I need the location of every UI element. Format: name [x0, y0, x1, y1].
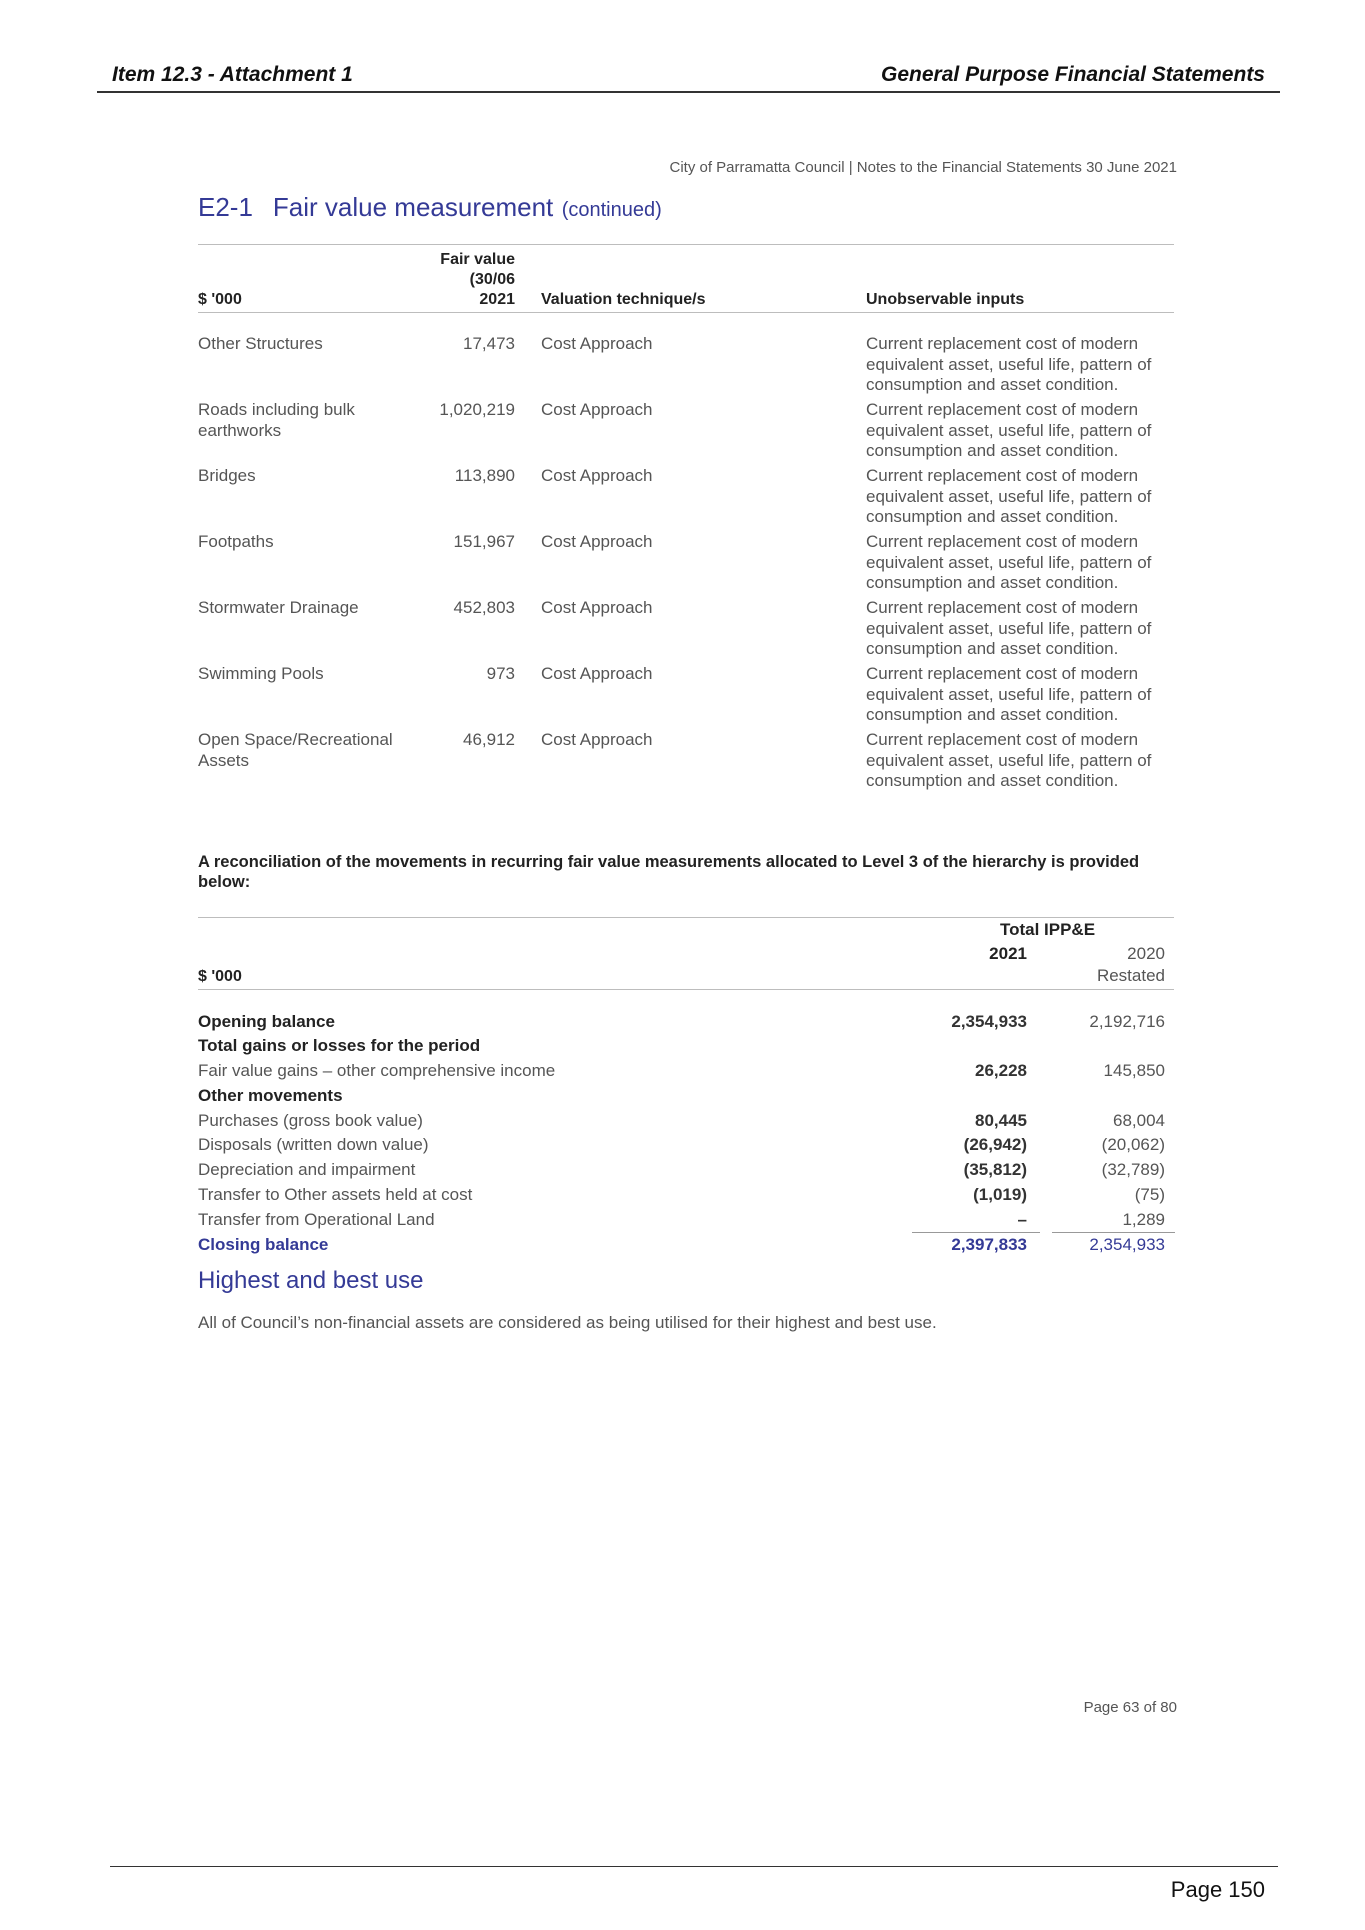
unobservable-inputs: Current replacement cost of modern equivalent asset, useful life, pattern of consumption and asset condition. — [866, 334, 1152, 394]
row-label: Transfer from Operational Land — [198, 1210, 435, 1229]
section-continued: (continued) — [561, 199, 662, 221]
fair-value: 151,967 — [453, 532, 515, 551]
fair-value-header — [400, 250, 515, 310]
footer-rule — [110, 1866, 1278, 1867]
unobservable-inputs: Current replacement cost of modern equivalent asset, useful life, pattern of consumption and asset condition. — [866, 532, 1152, 592]
table-row — [0, 1034, 1365, 1058]
section-title — [198, 192, 662, 223]
fair-value-header-line1: Fair value — [440, 251, 515, 268]
valuation-technique: Cost Approach — [541, 400, 653, 419]
fair-value: 452,803 — [453, 598, 515, 617]
asset-class: Footpaths — [198, 532, 274, 551]
asset-class: Swimming Pools — [198, 664, 324, 683]
valuation-technique: Cost Approach — [541, 730, 653, 749]
value-2020: 145,850 — [1103, 1061, 1165, 1080]
value-2021: (1,019) — [973, 1185, 1027, 1204]
table-row — [0, 1183, 1365, 1207]
value-2020: 2,192,716 — [1089, 1012, 1165, 1031]
highest-best-use-title: Highest and best use — [198, 1267, 424, 1294]
table-top-rule — [198, 244, 1174, 245]
row-label: Opening balance — [198, 1012, 335, 1031]
valuation-technique: Cost Approach — [541, 664, 653, 683]
inputs-header: Unobservable inputs — [866, 291, 1025, 308]
document-type-label: General Purpose Financial Statements — [881, 63, 1265, 86]
table-row — [0, 1208, 1365, 1232]
value-2020: (75) — [1134, 1185, 1165, 1204]
outer-page-number: Page 150 — [1170, 1877, 1265, 1902]
value-2020: (32,789) — [1101, 1160, 1165, 1179]
value-2021: 2,397,833 — [951, 1235, 1027, 1254]
fair-value-header-line2: (30/06 — [469, 271, 515, 288]
table-row — [0, 1084, 1365, 1108]
fair-value: 46,912 — [463, 730, 515, 749]
value-2020: 2,354,933 — [1089, 1235, 1165, 1254]
value-2021: 26,228 — [975, 1061, 1027, 1080]
row-label: Disposals (written down value) — [198, 1135, 429, 1154]
table-row — [0, 1059, 1365, 1083]
row-label: Other movements — [198, 1086, 343, 1105]
table-row — [0, 1133, 1365, 1157]
value-2021: – — [1017, 1210, 1027, 1229]
value-2021: 80,445 — [975, 1111, 1027, 1130]
fair-value-header-line3: 2021 — [479, 291, 515, 308]
value-2020: (20,062) — [1101, 1135, 1165, 1154]
valuation-technique: Cost Approach — [541, 334, 653, 353]
row-label: Depreciation and impairment — [198, 1160, 416, 1179]
fair-value: 17,473 — [463, 334, 515, 353]
recon-header-rule — [198, 989, 1174, 990]
row-label: Fair value gains – other comprehensive income — [198, 1061, 556, 1080]
value-2021: 2,354,933 — [951, 1012, 1027, 1031]
attachment-label: Item 12.3 - Attachment 1 — [112, 63, 353, 86]
value-2020: 1,289 — [1122, 1210, 1165, 1229]
highest-best-use-text: All of Council’s non-financial assets are considered as being utilised for their highest and best use. — [198, 1313, 937, 1332]
value-2021: (35,812) — [963, 1160, 1027, 1179]
unobservable-inputs: Current replacement cost of modern equivalent asset, useful life, pattern of consumption and asset condition. — [866, 598, 1152, 658]
year-current-header: 2021 — [989, 944, 1027, 963]
fair-value: 973 — [486, 664, 515, 683]
unit-header: $ '000 — [198, 291, 242, 308]
unobservable-inputs: Current replacement cost of modern equivalent asset, useful life, pattern of consumption and asset condition. — [866, 664, 1152, 724]
unobservable-inputs: Current replacement cost of modern equivalent asset, useful life, pattern of consumption and asset condition. — [866, 730, 1152, 790]
asset-class: Stormwater Drainage — [198, 598, 359, 617]
inner-page-number: Page 63 of 80 — [1083, 1699, 1177, 1716]
year-prior-note: Restated — [1096, 966, 1165, 985]
row-label: Closing balance — [198, 1235, 329, 1254]
technique-header: Valuation technique/s — [541, 291, 706, 308]
asset-class: Roads including bulk earthworks — [198, 400, 355, 440]
table-header-rule — [198, 312, 1174, 313]
value-2020: 68,004 — [1113, 1111, 1165, 1130]
unobservable-inputs: Current replacement cost of modern equivalent asset, useful life, pattern of consumption and asset condition. — [866, 400, 1152, 460]
valuation-technique: Cost Approach — [541, 598, 653, 617]
reconciliation-intro: A reconciliation of the movements in recurring fair value measurements allocated to Level 3 of the hierarchy is provided below: — [198, 853, 1140, 891]
year-prior-header: 2020 — [1127, 944, 1165, 963]
group-header: Total IPP&E — [999, 920, 1096, 939]
valuation-technique: Cost Approach — [541, 466, 653, 485]
row-label: Transfer to Other assets held at cost — [198, 1185, 473, 1204]
row-label: Purchases (gross book value) — [198, 1111, 423, 1130]
fair-value: 113,890 — [454, 466, 515, 485]
asset-class: Open Space/Recreational Assets — [198, 730, 393, 770]
recon-unit-header: $ '000 — [198, 968, 242, 985]
asset-class: Bridges — [198, 466, 256, 485]
running-head: City of Parramatta Council | Notes to the Financial Statements 30 June 2021 — [669, 159, 1177, 176]
asset-class: Other Structures — [198, 334, 323, 353]
table-row — [0, 1109, 1365, 1133]
row-label: Total gains or losses for the period — [198, 1036, 481, 1055]
table-row — [0, 1010, 1365, 1034]
attachment-header — [97, 63, 1280, 93]
table-row — [0, 1158, 1365, 1182]
valuation-technique: Cost Approach — [541, 532, 653, 551]
section-number: E2-1 — [198, 192, 253, 222]
table-row — [0, 1233, 1365, 1257]
fair-value: 1,020,219 — [439, 400, 515, 419]
section-name: Fair value measurement — [272, 192, 554, 222]
recon-top-rule — [198, 917, 1174, 918]
unobservable-inputs: Current replacement cost of modern equivalent asset, useful life, pattern of consumption and asset condition. — [866, 466, 1152, 526]
value-2021: (26,942) — [963, 1135, 1027, 1154]
